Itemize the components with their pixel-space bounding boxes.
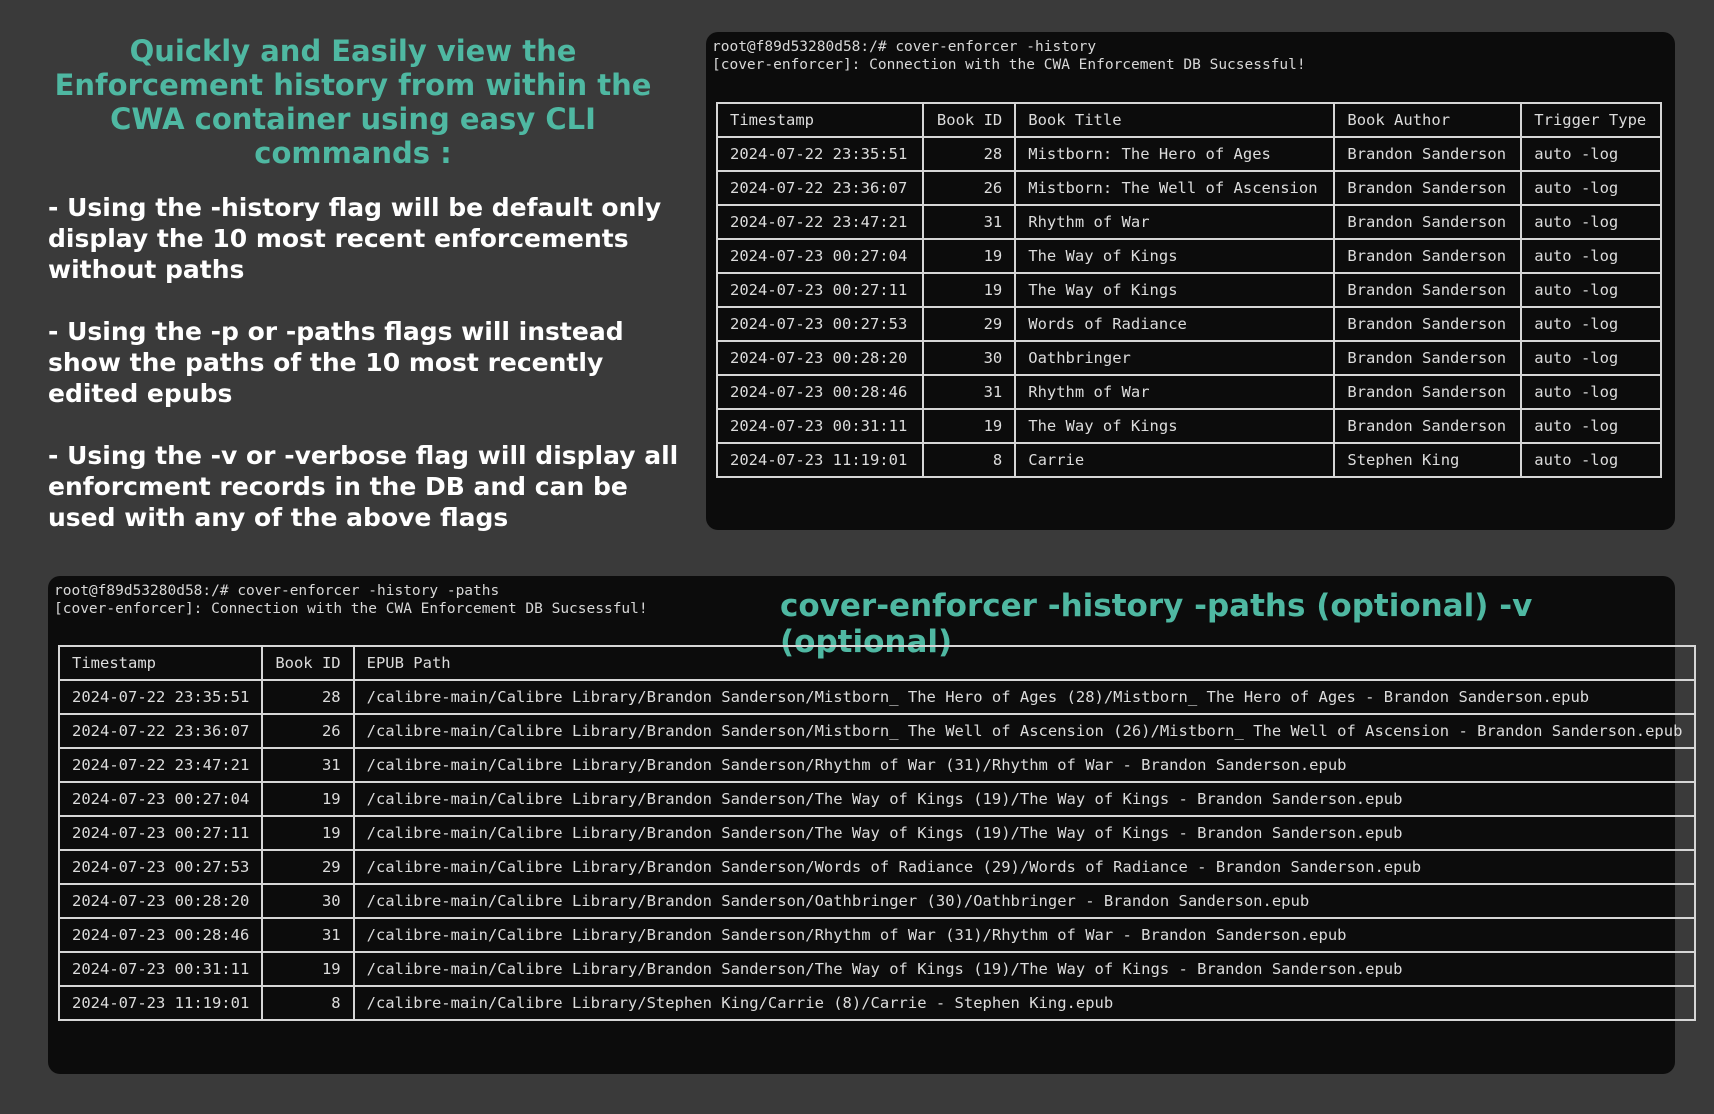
table-cell: 2024-07-23 00:28:20 — [59, 884, 262, 918]
table-cell: Brandon Sanderson — [1334, 409, 1521, 443]
table-cell: 28 — [923, 137, 1015, 171]
table-cell: 2024-07-23 00:27:53 — [59, 850, 262, 884]
table-cell: Rhythm of War — [1015, 205, 1334, 239]
table-cell: The Way of Kings — [1015, 409, 1334, 443]
table-cell: /calibre-main/Calibre Library/Brandon Sanderson/Words of Radiance (29)/Words of Radiance - Brandon Sanderson.epub — [354, 850, 1696, 884]
table-cell: /calibre-main/Calibre Library/Brandon Sanderson/The Way of Kings (19)/The Way of Kings - Brandon Sanderson.epub — [354, 952, 1696, 986]
table-cell: 29 — [923, 307, 1015, 341]
table-cell: /calibre-main/Calibre Library/Brandon Sanderson/Oathbringer (30)/Oathbringer - Brandon Sanderson.epub — [354, 884, 1696, 918]
column-header: Book Title — [1015, 103, 1334, 137]
table-row — [717, 443, 1661, 477]
table-cell: 19 — [262, 782, 353, 816]
intro-bullet-paths: - Using the -p or -paths flags will instead show the paths of the 10 most recently edited epubs — [48, 317, 624, 408]
table-cell: Carrie — [1015, 443, 1334, 477]
table-cell: 2024-07-22 23:35:51 — [717, 137, 923, 171]
table-cell: 2024-07-23 00:27:04 — [717, 239, 923, 273]
table-row — [717, 273, 1661, 307]
table-cell: 2024-07-23 00:27:53 — [717, 307, 923, 341]
table-cell: 19 — [923, 239, 1015, 273]
table-cell: auto -log — [1521, 137, 1661, 171]
table-cell: 2024-07-22 23:36:07 — [717, 171, 923, 205]
column-header: Timestamp — [717, 103, 923, 137]
table-row — [59, 850, 1695, 884]
table-row — [717, 307, 1661, 341]
prompt-line: root@f89d53280d58:/# cover-enforcer -history -paths — [54, 583, 500, 599]
table-cell: 19 — [262, 816, 353, 850]
table-row — [717, 341, 1661, 375]
table-cell: 31 — [923, 205, 1015, 239]
table-cell: 2024-07-22 23:35:51 — [59, 680, 262, 714]
table-cell: 2024-07-23 00:28:20 — [717, 341, 923, 375]
status-line: [cover-enforcer]: Connection with the CWA Enforcement DB Sucsessful! — [712, 57, 1306, 73]
status-line: [cover-enforcer]: Connection with the CWA Enforcement DB Sucsessful! — [54, 601, 648, 617]
column-header: Timestamp — [59, 646, 262, 680]
table-cell: 8 — [262, 986, 353, 1020]
intro-bullet-verbose: - Using the -v or -verbose flag will display all enforcment records in the DB and can be used with any of the above flags — [48, 441, 679, 532]
table-cell: Brandon Sanderson — [1334, 171, 1521, 205]
table-cell: Brandon Sanderson — [1334, 137, 1521, 171]
terminal-output — [54, 582, 648, 618]
table-cell: 2024-07-23 00:31:11 — [59, 952, 262, 986]
table-cell: auto -log — [1521, 375, 1661, 409]
table-cell: Words of Radiance — [1015, 307, 1334, 341]
table-cell: 2024-07-23 00:28:46 — [59, 918, 262, 952]
table-row — [59, 714, 1695, 748]
table-cell: 2024-07-23 00:27:04 — [59, 782, 262, 816]
paths-table — [58, 645, 1696, 1021]
table-cell: 2024-07-23 00:31:11 — [717, 409, 923, 443]
table-cell: 30 — [262, 884, 353, 918]
table-cell: /calibre-main/Calibre Library/Stephen King/Carrie (8)/Carrie - Stephen King.epub — [354, 986, 1696, 1020]
column-header: Book ID — [262, 646, 353, 680]
table-cell: 19 — [262, 952, 353, 986]
table-cell: 2024-07-23 00:27:11 — [59, 816, 262, 850]
table-cell: 26 — [923, 171, 1015, 205]
table-cell: 19 — [923, 273, 1015, 307]
table-cell: /calibre-main/Calibre Library/Brandon Sanderson/The Way of Kings (19)/The Way of Kings - Brandon Sanderson.epub — [354, 782, 1696, 816]
table-cell: Brandon Sanderson — [1334, 341, 1521, 375]
table-row — [59, 918, 1695, 952]
table-cell: 30 — [923, 341, 1015, 375]
table-cell: Brandon Sanderson — [1334, 205, 1521, 239]
history-terminal-window[interactable] — [706, 32, 1675, 530]
table-cell: Brandon Sanderson — [1334, 239, 1521, 273]
intro-bullet-history: - Using the -history flag will be default only display the 10 most recent enforcements without paths — [48, 193, 662, 284]
table-cell: auto -log — [1521, 171, 1661, 205]
table-row — [717, 171, 1661, 205]
table-cell: /calibre-main/Calibre Library/Brandon Sanderson/Mistborn_ The Hero of Ages (28)/Mistborn_ The Hero of Ages - Brandon Sanderson.epub — [354, 680, 1696, 714]
table-row — [717, 239, 1661, 273]
table-cell: Rhythm of War — [1015, 375, 1334, 409]
table-cell: 2024-07-22 23:36:07 — [59, 714, 262, 748]
table-row — [59, 884, 1695, 918]
table-cell: Mistborn: The Well of Ascension — [1015, 171, 1334, 205]
table-row — [717, 137, 1661, 171]
table-cell: 2024-07-23 11:19:01 — [717, 443, 923, 477]
history-table — [716, 102, 1662, 478]
table-row — [717, 205, 1661, 239]
table-cell: 19 — [923, 409, 1015, 443]
table-cell: 29 — [262, 850, 353, 884]
paths-terminal-window[interactable] — [48, 576, 1683, 1074]
table-cell: 2024-07-23 11:19:01 — [59, 986, 262, 1020]
table-cell: 31 — [262, 748, 353, 782]
table-row — [59, 680, 1695, 714]
table-cell: /calibre-main/Calibre Library/Brandon Sanderson/The Way of Kings (19)/The Way of Kings - Brandon Sanderson.epub — [354, 816, 1696, 850]
table-cell: Brandon Sanderson — [1334, 307, 1521, 341]
table-row — [59, 782, 1695, 816]
table-row — [59, 986, 1695, 1020]
column-header: Trigger Type — [1521, 103, 1661, 137]
table-cell: auto -log — [1521, 273, 1661, 307]
command-usage-heading: cover-enforcer -history -paths (optional) -v (optional) — [780, 588, 1533, 660]
table-cell: Oathbringer — [1015, 341, 1334, 375]
table-row — [59, 748, 1695, 782]
table-row — [59, 952, 1695, 986]
table-cell: Brandon Sanderson — [1334, 273, 1521, 307]
table-cell: 28 — [262, 680, 353, 714]
table-cell: /calibre-main/Calibre Library/Brandon Sanderson/Rhythm of War (31)/Rhythm of War - Brandon Sanderson.epub — [354, 748, 1696, 782]
intro-panel — [48, 34, 688, 564]
table-cell: 8 — [923, 443, 1015, 477]
table-cell: /calibre-main/Calibre Library/Brandon Sanderson/Mistborn_ The Well of Ascension (26)/Mistborn_ The Well of Ascension - Brandon Sanderson.epub — [354, 714, 1696, 748]
table-cell: 26 — [262, 714, 353, 748]
table-cell: auto -log — [1521, 307, 1661, 341]
table-cell: 31 — [923, 375, 1015, 409]
table-cell: 2024-07-23 00:28:46 — [717, 375, 923, 409]
table-cell: auto -log — [1521, 239, 1661, 273]
table-row — [717, 409, 1661, 443]
table-cell: Mistborn: The Hero of Ages — [1015, 137, 1334, 171]
intro-title: Quickly and Easily view the Enforcement history from within the CWA container using easy CLI commands : — [54, 34, 652, 170]
table-row — [59, 816, 1695, 850]
table-cell: auto -log — [1521, 205, 1661, 239]
table-cell: Stephen King — [1334, 443, 1521, 477]
table-row — [717, 375, 1661, 409]
table-cell: 31 — [262, 918, 353, 952]
column-header: Book ID — [923, 103, 1015, 137]
table-cell: 2024-07-22 23:47:21 — [59, 748, 262, 782]
table-cell: The Way of Kings — [1015, 239, 1334, 273]
table-cell: auto -log — [1521, 409, 1661, 443]
table-cell: auto -log — [1521, 341, 1661, 375]
terminal-output — [712, 38, 1306, 74]
table-cell: auto -log — [1521, 443, 1661, 477]
table-cell: /calibre-main/Calibre Library/Brandon Sanderson/Rhythm of War (31)/Rhythm of War - Brandon Sanderson.epub — [354, 918, 1696, 952]
prompt-line: root@f89d53280d58:/# cover-enforcer -history — [712, 39, 1097, 55]
table-cell: 2024-07-22 23:47:21 — [717, 205, 923, 239]
table-cell: The Way of Kings — [1015, 273, 1334, 307]
table-cell: Brandon Sanderson — [1334, 375, 1521, 409]
column-header: Book Author — [1334, 103, 1521, 137]
column-header: EPUB Path — [354, 646, 1696, 680]
table-cell: 2024-07-23 00:27:11 — [717, 273, 923, 307]
